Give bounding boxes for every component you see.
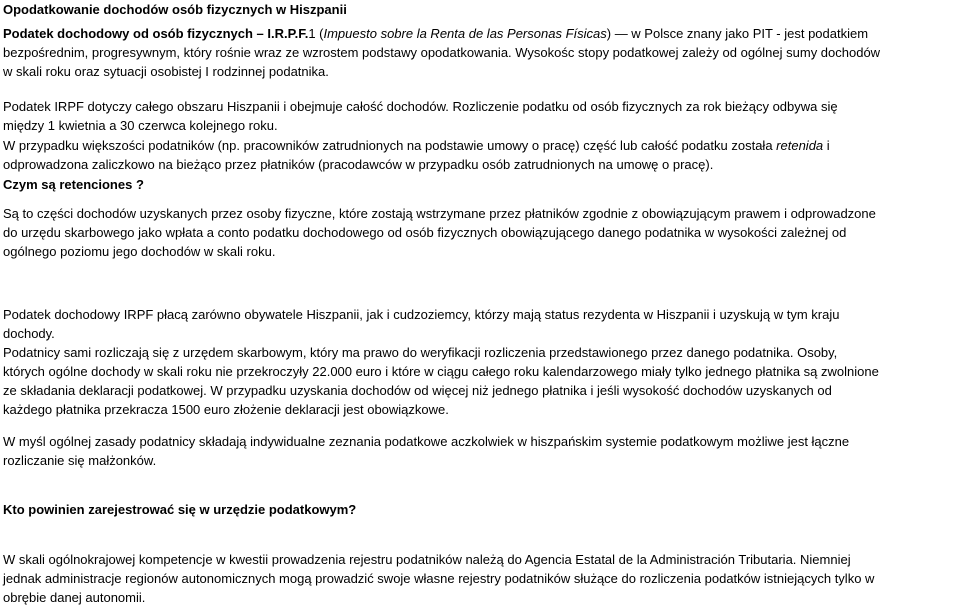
withholding-text-b: i	[823, 138, 830, 153]
paragraph-withholding	[3, 136, 956, 174]
joint-filing-line-2: rozliczanie się małżonków.	[3, 453, 157, 468]
taxpayers-line-2: dochody.	[3, 326, 55, 341]
intro-line-1	[3, 24, 956, 43]
definition-line-2: do urzędu skarbowego jako wpłata a conto podatku dochodowego od osób fizycznych obowiązującego danego podatnika w wysokości zależnej od	[3, 225, 847, 240]
heading-rest: ) — w Polsce znany jako PIT - jest podatkiem	[606, 26, 869, 41]
paragraph-scope-line-1: Podatek IRPF dotyczy całego obszaru Hiszpanii i obejmuje całość dochodów. Rozliczenie podatku od osób fizycznych za rok bieżący odbywa się	[3, 99, 838, 114]
document-title: Opodatkowanie dochodów osób fizycznych w Hiszpanii	[3, 2, 347, 17]
paragraph-registry	[3, 550, 956, 607]
taxpayers-line-1: Podatek dochodowy IRPF płacą zarówno obywatele Hiszpanii, jak i cudzoziemcy, którzy mają status rezydenta w Hiszpanii i uzyskują w tym kraju	[3, 307, 840, 322]
retenida-italic: retenida	[776, 138, 824, 153]
settlement-line-4: każdego płatnika przekracza 1500 euro złożenie deklaracji jest obowiązkowe.	[3, 402, 449, 417]
section-heading: Podatek dochodowy od osób fizycznych – I.R.P.F.	[3, 26, 309, 41]
paragraph-retenciones-definition	[3, 204, 956, 261]
registry-line-2: jednak administracje regionów autonomicznych mogą prowadzić swoje własne rejestry podatników służące do rozliczenia podatków istniejących tylko w	[3, 571, 875, 586]
paragraph-withholding-line-1	[3, 136, 956, 155]
settlement-line-3: ze składania deklaracji podatkowej. W przypadku uzyskania dochodów od więcej niż jednego płatnika i jeśli wysokość dochodów uzyskanych od	[3, 383, 832, 398]
settlement-line-2: których ogólne dochody w skali roku nie przekroczyły 22.000 euro i które w ciągu całego roku kalendarzowego miały tylko jednego płatnika są zwolnione	[3, 364, 879, 379]
paragraph-settlement	[3, 343, 956, 419]
registry-line-3: obrębie danej autonomii.	[3, 590, 146, 605]
definition-line-1: Są to części dochodów uzyskanych przez osoby fizyczne, które zostają wstrzymane przez płatników zgodnie z obowiązującym prawem i odprowadzone	[3, 206, 876, 221]
heading-suffix: 1 (	[308, 26, 324, 41]
heading-retenciones: Czym są retenciones ?	[3, 177, 144, 192]
paragraph-joint-filing	[3, 432, 956, 470]
definition-line-3: ogólnego poziomu jego dochodów w skali roku.	[3, 244, 276, 259]
settlement-line-1: Podatnicy sami rozliczają się z urzędem skarbowym, który ma prawo do weryfikacji rozliczenia przedstawionego przez danego podatnika. Osoby,	[3, 345, 838, 360]
withholding-text-a: W przypadku większości podatników (np. pracowników zatrudnionych na podstawie umowy o pracę) część lub całość podatku została	[3, 138, 777, 153]
intro-line-3: w skali roku oraz sytuacji osobistej I rodzinnej podatnika.	[3, 64, 329, 79]
paragraph-scope-line-2: między 1 kwietnia a 30 czerwca kolejnego roku.	[3, 118, 278, 133]
paragraph-taxpayers	[3, 305, 956, 343]
paragraph-scope	[3, 97, 956, 135]
intro-paragraph	[3, 24, 956, 81]
tax-name-italic: Impuesto sobre la Renta de las Personas Físicas	[323, 26, 607, 41]
paragraph-withholding-line-2: odprowadzona zaliczkowo na bieżąco przez płatników (pracodawców w przypadku osób zatrudnionych na umowę o pracę).	[3, 157, 714, 172]
intro-line-2: bezpośrednim, progresywnym, który rośnie wraz ze wzrostem podstawy opodatkowania. Wysokośc stopy podatkowej zależy od ogólnej sumy dochodów	[3, 45, 881, 60]
joint-filing-line-1: W myśl ogólnej zasady podatnicy składają indywidualne zeznania podatkowe aczkolwiek w hiszpańskim systemie podatkowym możliwe jest łączne	[3, 434, 850, 449]
registry-line-1: W skali ogólnokrajowej kompetencje w kwestii prowadzenia rejestru podatników należą do Agencia Estatal de la Administración Tributaria. Niemniej	[3, 552, 851, 567]
heading-registration: Kto powinien zarejestrować się w urzędzie podatkowym?	[3, 502, 357, 517]
